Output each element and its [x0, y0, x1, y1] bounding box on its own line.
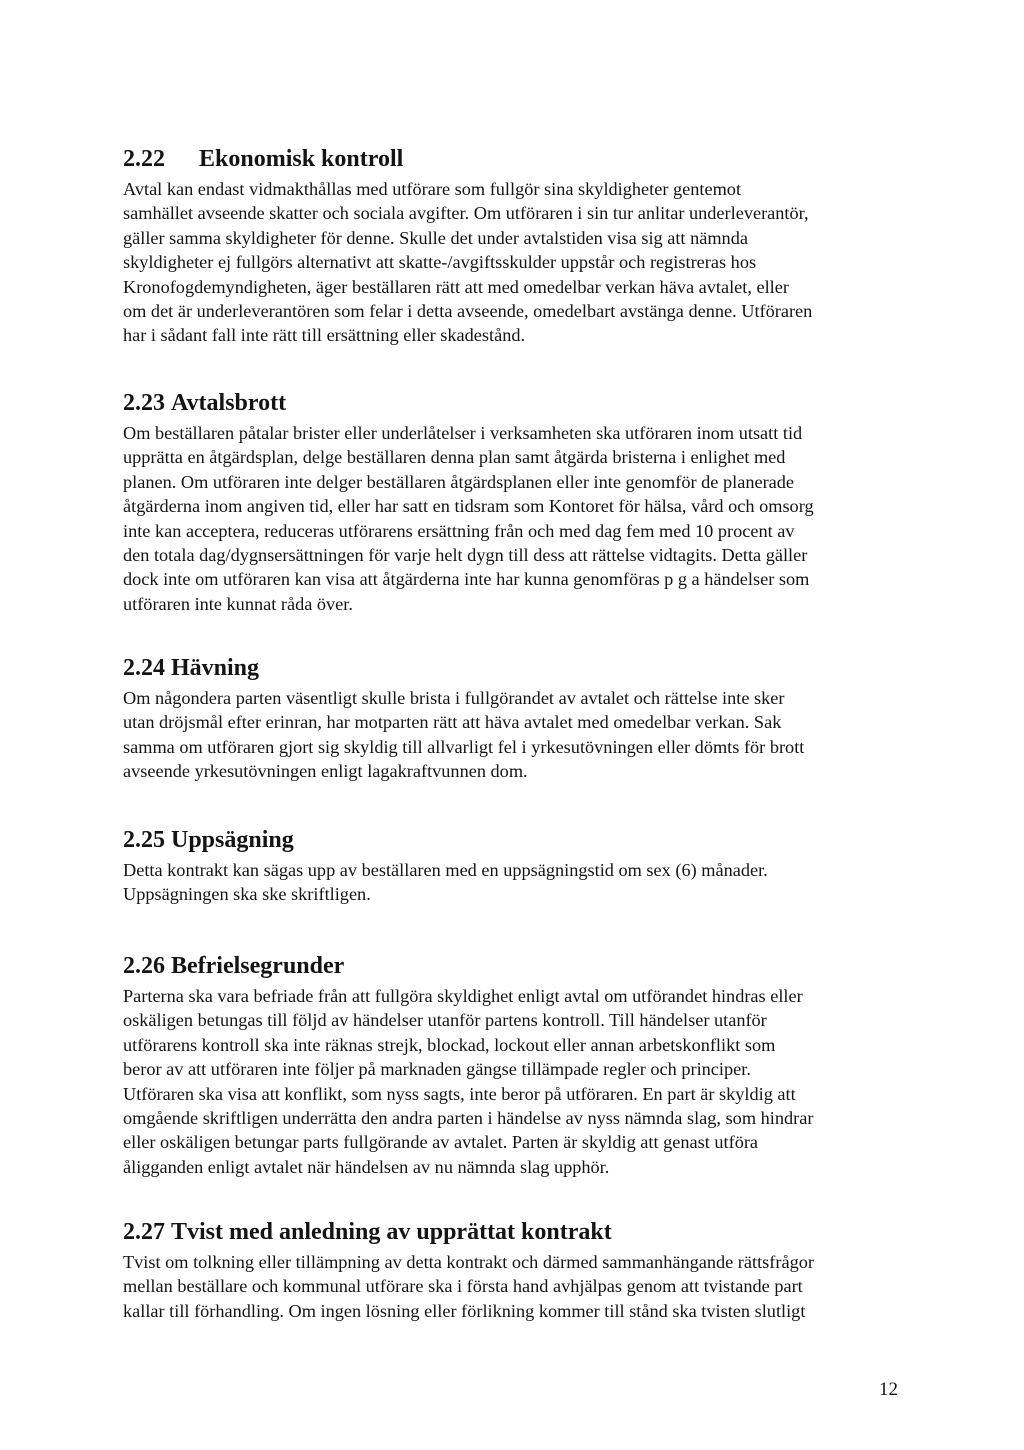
- text-line: Avtal kan endast vidmakthållas med utförare som fullgör sina skyldigheter gentemot: [123, 179, 742, 199]
- text-line: gäller samma skyldigheter för denne. Skulle det under avtalstiden visa sig att nämnda: [123, 227, 748, 248]
- text-line: utan dröjsmål efter erinran, har motparten rätt att häva avtalet med omedelbar verkan. Sak: [123, 712, 782, 733]
- section-number: 2.22: [123, 146, 165, 172]
- text-line: kallar till förhandling. Om ingen lösning eller förlikning kommer till stånd ska tvisten slutligt: [123, 1300, 806, 1321]
- section-number: 2.26: [123, 953, 165, 979]
- text-line: oskäligen betungas till följd av händelser utanför partens kontroll. Till händelser utanför: [123, 1010, 767, 1031]
- text-line: dock inte om utföraren kan visa att åtgärderna inte har kunna genomföras p g a händelser som: [123, 569, 810, 590]
- page-number: 12: [879, 1379, 898, 1400]
- section-number: 2.23: [123, 390, 165, 416]
- text-line: omgående skriftligen underrätta den andra parten i händelse av nyss nämnda slag, som hindrar: [123, 1108, 814, 1129]
- text-line: åligganden enligt avtalet när händelsen av nu nämnda slag upphör.: [123, 1156, 610, 1177]
- section-title: Avtalsbrott: [171, 390, 287, 416]
- section-2-24: [123, 654, 908, 784]
- text-line: inte kan acceptera, reduceras utförarens ersättning från och med dag fem med 10 procent av: [123, 520, 795, 541]
- section-heading: [123, 826, 908, 854]
- section-body: [123, 686, 908, 784]
- text-line: eller oskäligen betungar parts fullgörande av avtalet. Parten är skyldig att genast utföra: [123, 1132, 759, 1153]
- section-number: 2.27: [123, 1219, 165, 1245]
- text-line: åtgärderna inom angiven tid, eller har satt en tidsram som Kontoret för hälsa, vård och omsorg: [123, 496, 814, 517]
- section-heading: [123, 389, 908, 417]
- section-body: [123, 1250, 908, 1323]
- section-number: 2.24: [123, 655, 165, 681]
- text-line: om det är underleverantören som felar i detta avseende, omedelbart avstänga denne. Utföraren: [123, 301, 813, 322]
- text-line: upprätta en åtgärdsplan, delge beställaren denna plan samt åtgärda bristerna i enlighet med: [123, 447, 786, 468]
- text-line: Kronofogdemyndigheten, äger beställaren rätt att med omedelbar verkan häva avtalet, eller: [123, 276, 789, 297]
- section-heading: [123, 1218, 908, 1246]
- section-body: [123, 858, 908, 907]
- section-title: Ekonomisk kontroll: [199, 146, 404, 172]
- section-2-26: [123, 952, 908, 1179]
- text-line: Om beställaren påtalar brister eller underlåtelser i verksamheten ska utföraren inom utsatt tid: [123, 423, 803, 443]
- text-line: mellan beställare och kommunal utförare ska i första hand avhjälpas genom att tvistande part: [123, 1276, 803, 1297]
- section-2-27: [123, 1218, 908, 1323]
- text-line: har i sådant fall inte rätt till ersättning eller skadestånd.: [123, 325, 526, 346]
- section-body: [123, 984, 908, 1179]
- text-line: Tvist om tolkning eller tillämpning av detta kontrakt och därmed sammanhängande rättsfrågor: [123, 1252, 814, 1272]
- text-line: planen. Om utföraren inte delger beställaren åtgärdsplanen eller inte genomför de planerade: [123, 471, 795, 492]
- text-line: utförarens kontroll ska inte räknas strejk, blockad, lockout eller annan arbetskonflikt som: [123, 1034, 776, 1055]
- section-body: [123, 421, 908, 616]
- section-heading: [123, 654, 908, 682]
- text-line: skyldigheter ej fullgörs alternativt att skatte-/avgiftsskulder uppstår och registreras hos: [123, 252, 757, 273]
- text-line: Parterna ska vara befriade från att fullgöra skyldighet enligt avtal om utförandet hindras eller: [123, 986, 803, 1006]
- section-2-23: [123, 389, 908, 616]
- section-number: 2.25: [123, 827, 165, 853]
- section-title: Befrielsegrunder: [171, 953, 345, 979]
- text-line: Detta kontrakt kan sägas upp av beställaren med en uppsägningstid om sex (6) månader.: [123, 860, 768, 880]
- section-body: [123, 177, 908, 348]
- section-heading: [123, 145, 908, 173]
- text-line: utföraren inte kunnat råda över.: [123, 593, 353, 614]
- text-line: Om någondera parten väsentligt skulle brista i fullgörandet av avtalet och rättelse inte sker: [123, 688, 785, 708]
- text-line: samma om utföraren gjort sig skyldig till allvarligt fel i yrkesutövningen eller dömts för brott: [123, 736, 805, 757]
- section-title: Tvist med anledning av upprättat kontrakt: [171, 1219, 612, 1245]
- text-line: Utföraren ska visa att konflikt, som nyss sagts, inte beror på utföraren. En part är skyldig att: [123, 1083, 796, 1104]
- text-line: Uppsägningen ska ske skriftligen.: [123, 884, 371, 905]
- section-2-22: [123, 145, 908, 348]
- text-line: beror av att utföraren inte följer på marknaden gängse tillämpade regler och principer.: [123, 1059, 751, 1080]
- text-line: samhället avseende skatter och sociala avgifter. Om utföraren i sin tur anlitar underleverantör,: [123, 203, 809, 224]
- section-title: Hävning: [171, 655, 260, 681]
- section-title: Uppsägning: [171, 827, 294, 853]
- text-line: avseende yrkesutövningen enligt lagakraftvunnen dom.: [123, 761, 528, 782]
- section-heading: [123, 952, 908, 980]
- section-2-25: [123, 826, 908, 907]
- text-line: den totala dag/dygnsersättningen för varje helt dygn till dess att rättelse vidtagits. Detta gäller: [123, 545, 808, 566]
